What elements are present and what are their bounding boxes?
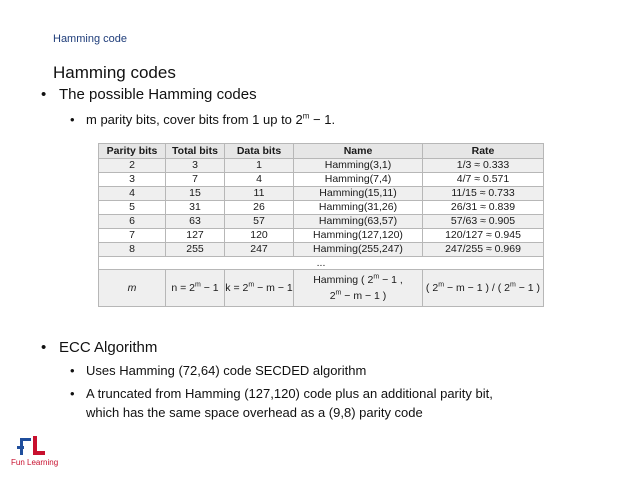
subbullet-secded <box>70 363 366 378</box>
formula-name-l2-pre: 2 <box>329 290 336 302</box>
cell-rate: 247/255 ≈ 0.969 <box>423 243 544 257</box>
cell-data-bits: 11 <box>225 187 294 201</box>
subbullet-text-post: − 1. <box>309 112 336 127</box>
cell-total-bits: 255 <box>166 243 225 257</box>
formula-parity-bits: m <box>99 270 166 307</box>
header-rate: Rate <box>423 144 544 159</box>
cell-total-bits: 127 <box>166 229 225 243</box>
formula-data-bits <box>225 270 294 307</box>
formula-data-pre: k = 2 <box>225 282 249 294</box>
subbullet-truncated <box>70 386 493 401</box>
table-row <box>99 243 544 257</box>
formula-rate-post: − 1 ) <box>515 282 541 294</box>
cell-total-bits: 3 <box>166 159 225 173</box>
formula-name-line1 <box>294 272 422 288</box>
formula-total-bits <box>166 270 225 307</box>
cell-data-bits: 120 <box>225 229 294 243</box>
bullet-ecc-algorithm <box>41 339 157 356</box>
bullet-dot: • <box>70 363 75 378</box>
cell-name: Hamming(31,26) <box>294 201 423 215</box>
superscript-m: m <box>248 281 255 289</box>
superscript-m: m <box>373 273 380 281</box>
table-row-ellipsis <box>99 257 544 270</box>
formula-total-pre: n = 2 <box>171 282 195 294</box>
cell-parity-bits: 5 <box>99 201 166 215</box>
cell-total-bits: 31 <box>166 201 225 215</box>
cell-total-bits: 63 <box>166 215 225 229</box>
superscript-m: m <box>438 281 445 289</box>
ellipsis-cell: ... <box>99 257 544 270</box>
header-name: Name <box>294 144 423 159</box>
subbullet-text-line1: A truncated from Hamming (127,120) code plus an additional parity bit, <box>86 386 493 401</box>
formula-name-line2 <box>294 288 422 304</box>
table-header-row <box>99 144 544 159</box>
cell-name: Hamming(3,1) <box>294 159 423 173</box>
cell-total-bits: 7 <box>166 173 225 187</box>
cell-parity-bits: 2 <box>99 159 166 173</box>
cell-data-bits: 4 <box>225 173 294 187</box>
cell-data-bits: 57 <box>225 215 294 229</box>
cell-rate: 120/127 ≈ 0.945 <box>423 229 544 243</box>
cell-name: Hamming(127,120) <box>294 229 423 243</box>
cell-name: Hamming(7,4) <box>294 173 423 187</box>
subbullet-truncated-line2 <box>86 405 423 420</box>
cell-data-bits: 26 <box>225 201 294 215</box>
cell-total-bits: 15 <box>166 187 225 201</box>
cell-parity-bits: 7 <box>99 229 166 243</box>
subbullet-parity-bits <box>70 112 335 127</box>
table-row <box>99 229 544 243</box>
hamming-table <box>98 143 544 307</box>
formula-rate-mid: − m − 1 ) / ( 2 <box>444 282 510 294</box>
cell-rate: 1/3 ≈ 0.333 <box>423 159 544 173</box>
cell-rate: 4/7 ≈ 0.571 <box>423 173 544 187</box>
table-row <box>99 159 544 173</box>
cell-name: Hamming(63,57) <box>294 215 423 229</box>
bullet-text: ECC Algorithm <box>59 339 158 356</box>
table-row <box>99 215 544 229</box>
cell-name: Hamming(255,247) <box>294 243 423 257</box>
formula-name <box>294 270 423 307</box>
header-parity-bits: Parity bits <box>99 144 166 159</box>
formula-total-post: − 1 <box>200 282 219 294</box>
formula-name-l1-pre: Hamming ( 2 <box>313 274 374 286</box>
table-row <box>99 173 544 187</box>
cell-rate: 26/31 ≈ 0.839 <box>423 201 544 215</box>
formula-name-l2-post: − m − 1 ) <box>341 290 387 302</box>
formula-name-l1-post: − 1 , <box>379 274 403 286</box>
bullet-dot: • <box>70 386 75 401</box>
cell-name: Hamming(15,11) <box>294 187 423 201</box>
bullet-dot: • <box>70 112 75 127</box>
table-row <box>99 187 544 201</box>
bullet-text: The possible Hamming codes <box>59 86 257 103</box>
cell-parity-bits: 3 <box>99 173 166 187</box>
superscript-m: m <box>195 281 201 289</box>
formula-rate-pre: ( 2 <box>425 282 439 294</box>
cell-parity-bits: 6 <box>99 215 166 229</box>
superscript-m: m <box>335 289 342 297</box>
cell-parity-bits: 4 <box>99 187 166 201</box>
table-row-formula <box>99 270 544 307</box>
cell-data-bits: 1 <box>225 159 294 173</box>
superscript-m: m <box>302 111 310 121</box>
bullet-dot: • <box>41 86 47 103</box>
table-row <box>99 201 544 215</box>
subbullet-text-line2: which has the same space overhead as a (9,8) parity code <box>86 405 423 420</box>
subbullet-text: Uses Hamming (72,64) code SECDED algorithm <box>86 363 367 378</box>
formula-data-post: − m − 1 <box>254 282 293 294</box>
slide-label: Hamming code <box>53 33 127 45</box>
cell-data-bits: 247 <box>225 243 294 257</box>
header-data-bits: Data bits <box>225 144 294 159</box>
cell-parity-bits: 8 <box>99 243 166 257</box>
fun-learning-logo <box>13 434 57 474</box>
header-total-bits: Total bits <box>166 144 225 159</box>
slide-heading: Hamming codes <box>53 63 176 82</box>
logo-text: Fun Learning <box>11 458 59 467</box>
formula-rate <box>423 270 544 307</box>
bullet-possible-codes <box>41 86 257 103</box>
subbullet-text-pre: m parity bits, cover bits from 1 up to 2 <box>86 112 303 127</box>
cell-rate: 57/63 ≈ 0.905 <box>423 215 544 229</box>
cell-rate: 11/15 ≈ 0.733 <box>423 187 544 201</box>
superscript-m: m <box>509 281 516 289</box>
bullet-dot: • <box>41 339 47 356</box>
